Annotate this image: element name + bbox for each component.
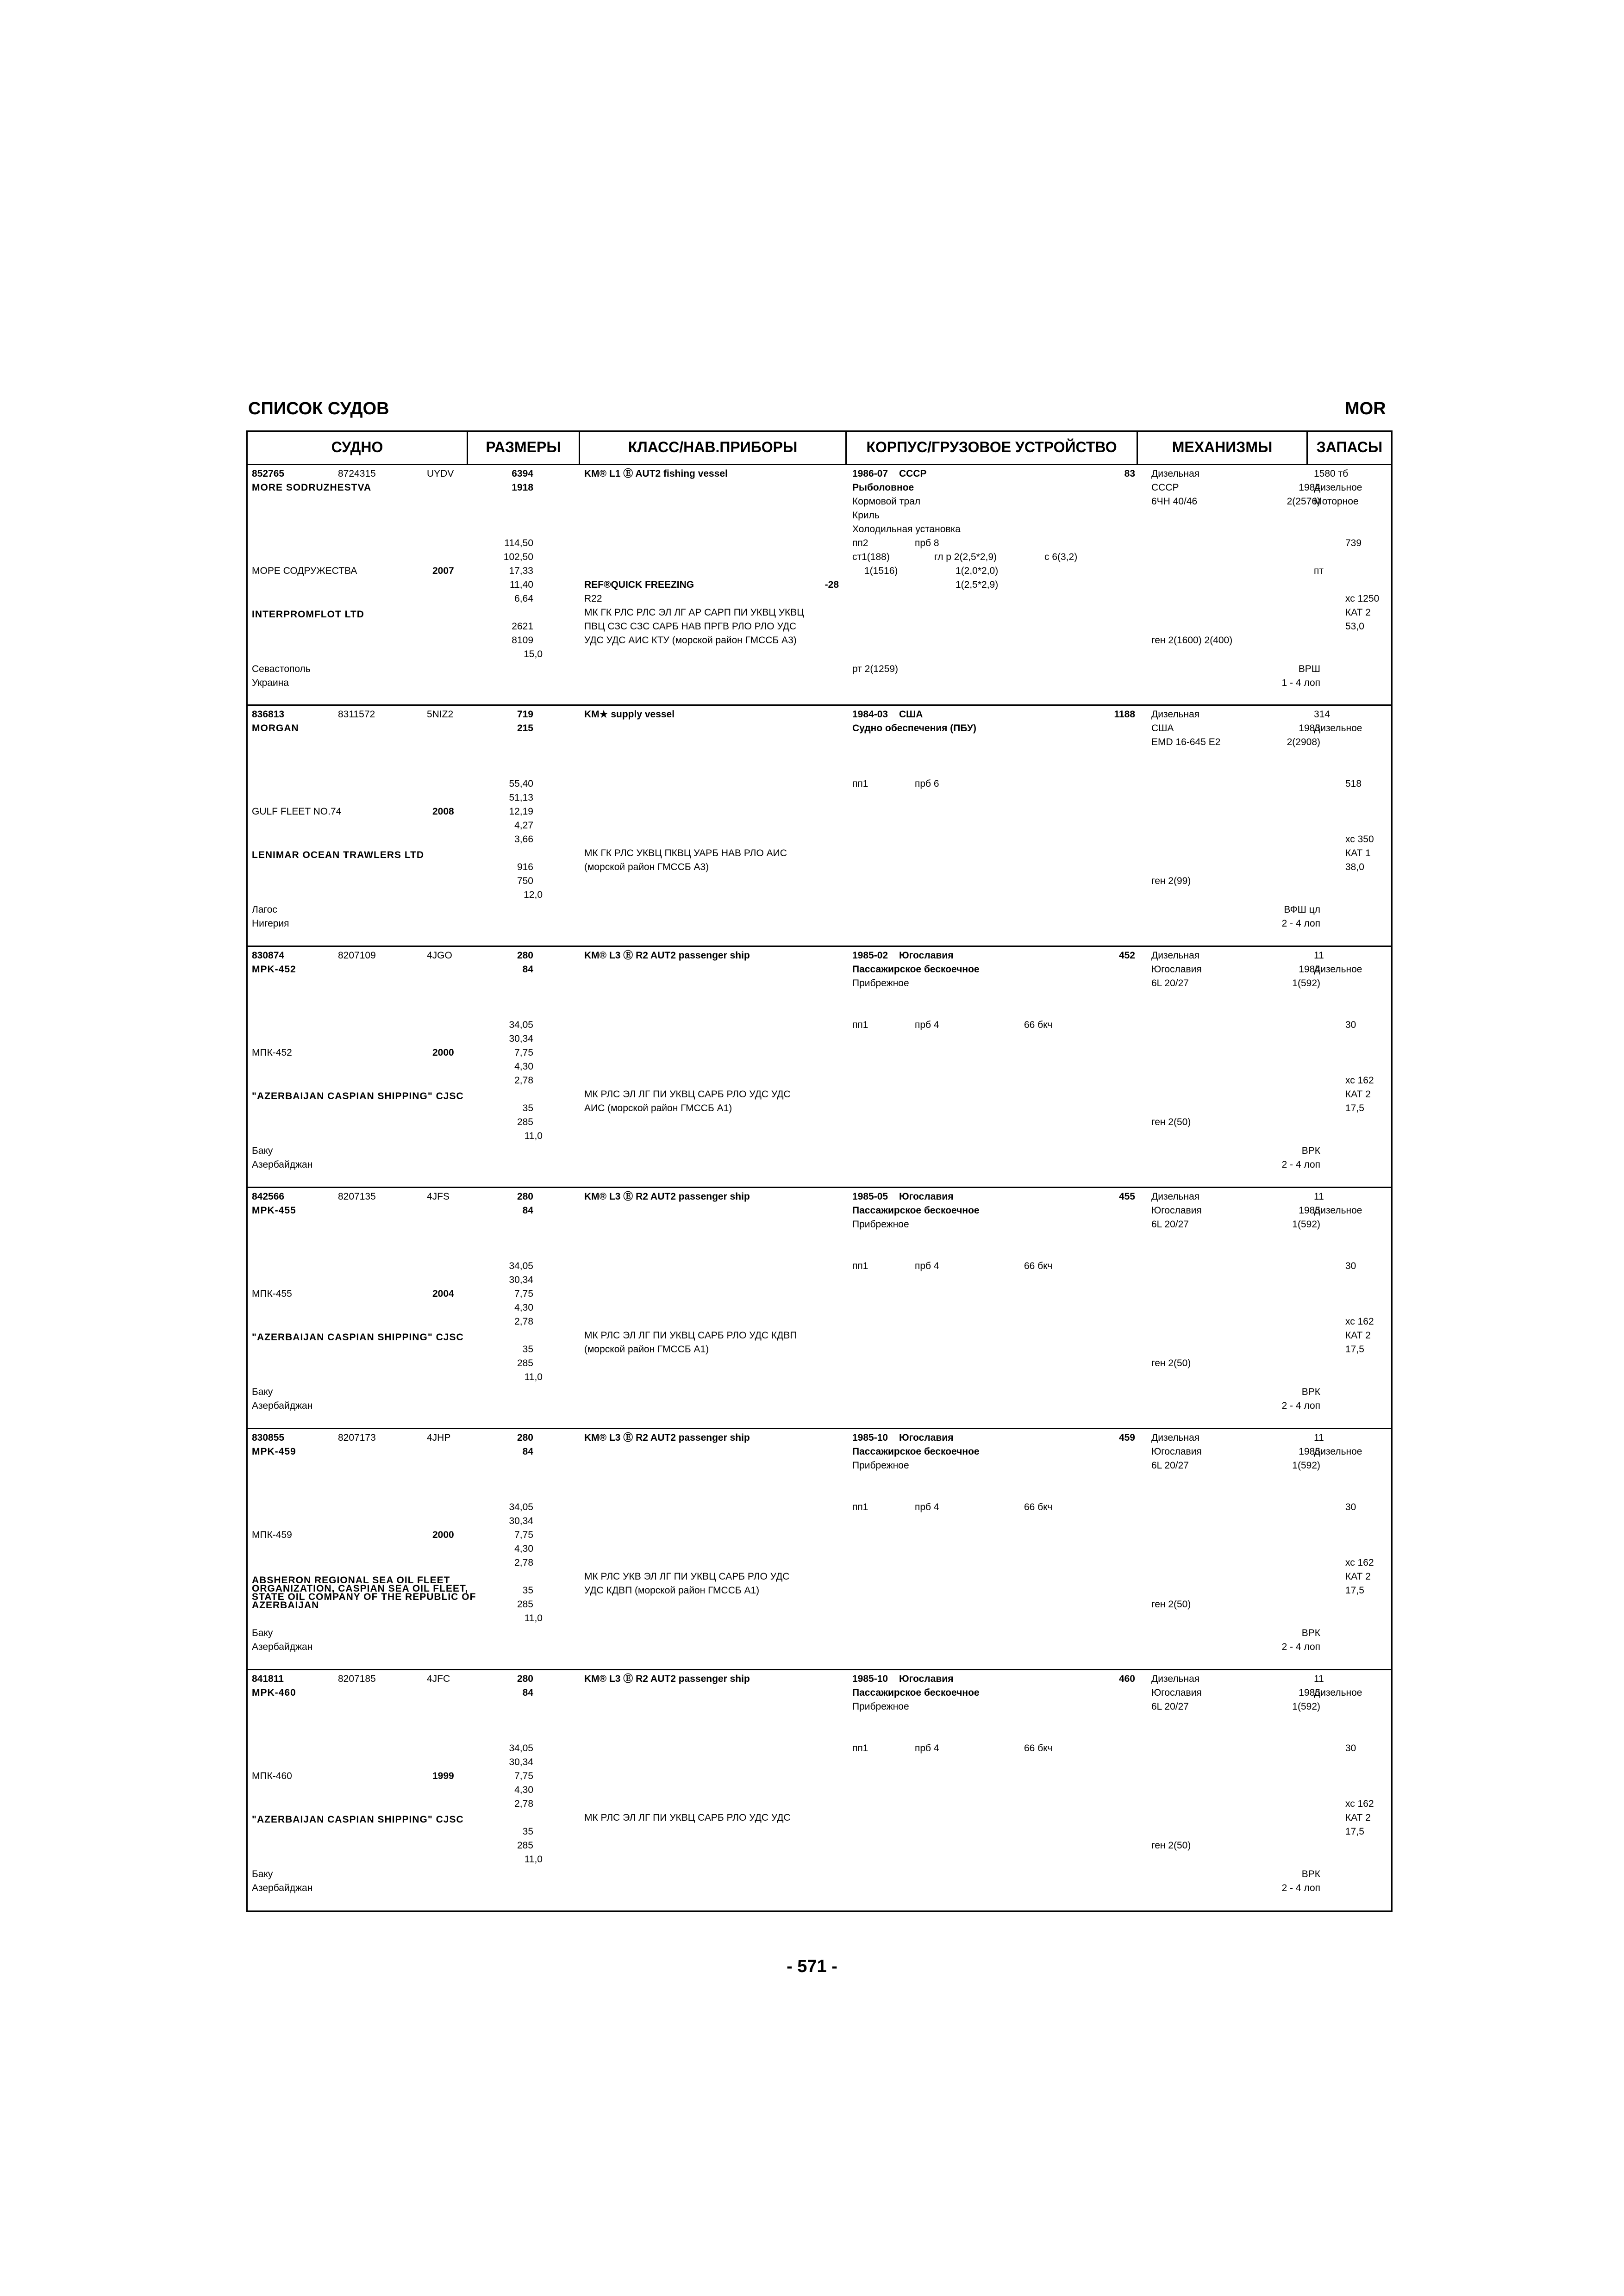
engine-power: 1(592) [1292, 1460, 1320, 1471]
category: КАТ 1 [1345, 848, 1371, 859]
build-date: 1985-02 [852, 950, 888, 961]
former-name: МПК-460 [252, 1771, 292, 1781]
owner-line: ABSHERON REGIONAL SEA OIL FLEET [252, 1575, 450, 1586]
home-port: Севастополь [252, 664, 311, 674]
call-sign: 4JHP [427, 1432, 451, 1443]
ship-name: MPK-455 [252, 1205, 296, 1216]
engine-country: Югославия [1151, 1446, 1202, 1457]
length-overall: 34,05 [509, 1502, 533, 1512]
former-name: МПК-459 [252, 1530, 292, 1540]
endurance: 17,5 [1345, 1826, 1364, 1837]
supply-note: пт [1314, 566, 1324, 576]
class-notation: KM® L1 Ⓔ AUT2 fishing vessel [584, 468, 728, 479]
draught: 2,78 [514, 1075, 533, 1086]
passenger-capacity: 66 бкч [1024, 1020, 1053, 1030]
propeller-blades: 2 - 4 лоп [1281, 1400, 1320, 1411]
nav-equipment-line: (морской район ГМССБ А1) [584, 1344, 709, 1355]
owner: LENIMAR OCEAN TRAWLERS LTD [252, 850, 425, 860]
registry-number: 842566 [252, 1191, 285, 1202]
category: КАТ 2 [1345, 1330, 1371, 1341]
generators: ген 2(50) [1151, 1358, 1191, 1369]
owner: "AZERBAIJAN CASPIAN SHIPPING" CJSC [252, 1091, 464, 1101]
depth: 4,27 [514, 820, 533, 831]
build-date: 1985-10 [852, 1432, 888, 1443]
registry-number: 830855 [252, 1432, 285, 1443]
engine-power: 1(592) [1292, 1701, 1320, 1712]
generators: ген 2(1600) 2(400) [1151, 635, 1233, 646]
column-header-supplies: ЗАПАСЫ [1316, 438, 1383, 455]
engine-country: Югославия [1151, 964, 1202, 975]
owner-line: ORGANIZATION, CASPIAN SEA OIL FLEET, [252, 1583, 468, 1594]
build-date: 1984-03 [852, 709, 888, 720]
former-name-year: 2007 [432, 566, 454, 576]
displacement: 8109 [512, 635, 533, 646]
navigation-area: Прибрежное [852, 1701, 909, 1712]
engine-model: EMD 16-645 E2 [1151, 737, 1221, 747]
engine-year: 1983 [1299, 723, 1320, 734]
nav-equipment-line: МК РЛС УКВ ЭЛ ЛГ ПИ УКВЦ САРБ РЛО УДС [584, 1571, 790, 1582]
depth: 4,30 [514, 1543, 533, 1554]
former-name: МПК-455 [252, 1288, 292, 1299]
refrigerated-capacity: хс 350 [1345, 834, 1374, 845]
deadweight: 2621 [512, 621, 533, 632]
owner: "AZERBAIJAN CASPIAN SHIPPING" CJSC [252, 1332, 464, 1343]
length-pp: 30,34 [509, 1516, 533, 1526]
gross-tonnage: 280 [517, 1432, 533, 1443]
fresh-water: 30 [1345, 1261, 1356, 1271]
deadweight: 916 [517, 862, 533, 872]
engine-type: Дизельная [1151, 1191, 1200, 1202]
speed: 15,0 [524, 649, 543, 660]
decks: пп1 [852, 1502, 868, 1512]
ship-entry [246, 1429, 1392, 1670]
generators: ген 2(50) [1151, 1117, 1191, 1127]
draught: 6,64 [514, 593, 533, 604]
holds: ст1(188) [852, 552, 890, 562]
endurance: 17,5 [1345, 1344, 1364, 1355]
navigation-area: Прибрежное [852, 978, 909, 989]
bulkheads: прб 4 [915, 1261, 939, 1271]
engine-model: 6L 20/27 [1151, 1701, 1189, 1712]
breadth: 17,33 [509, 566, 533, 576]
bulkheads: прб 4 [915, 1502, 939, 1512]
generators: ген 2(50) [1151, 1599, 1191, 1610]
column-header-vessel: СУДНО [331, 438, 383, 455]
call-sign: 4JGO [427, 950, 452, 961]
length-overall: 55,40 [509, 778, 533, 789]
gross-tonnage: 719 [517, 709, 533, 720]
endurance: 17,5 [1345, 1585, 1364, 1596]
former-name-year: 2000 [432, 1530, 454, 1540]
ship-name: MORGAN [252, 723, 299, 734]
class-notation: KM★ supply vessel [584, 709, 675, 720]
engine-type: Дизельная [1151, 468, 1200, 479]
engine-type: Дизельная [1151, 1674, 1200, 1684]
refrigerated-capacity: хс 1250 [1345, 593, 1380, 604]
flag-country: Азербайджан [252, 1400, 313, 1411]
engine-country: Югославия [1151, 1687, 1202, 1698]
length-pp: 102,50 [503, 552, 533, 562]
ship-type: Пассажирское бескоечное [852, 964, 980, 975]
call-sign: 4JFC [427, 1674, 450, 1684]
net-tonnage: 215 [517, 723, 533, 734]
engine-model: 6L 20/27 [1151, 1219, 1189, 1230]
nav-equipment-line: МК ГК РЛС УКВЦ ПКВЦ УАРБ НАВ РЛО АИС [584, 848, 787, 859]
nav-equipment-line: МК РЛС ЭЛ ЛГ ПИ УКВЦ САРБ РЛО УДС УДС [584, 1089, 791, 1100]
endurance: 53,0 [1345, 621, 1364, 632]
gross-tonnage: 280 [517, 1191, 533, 1202]
registry-number: 836813 [252, 709, 285, 720]
nav-equipment-line: МК РЛС ЭЛ ЛГ ПИ УКВЦ САРБ РЛО УДС КДВП [584, 1330, 797, 1341]
passenger-capacity: 66 бкч [1024, 1261, 1053, 1271]
registry-number: 830874 [252, 950, 285, 961]
fresh-water: 518 [1345, 778, 1362, 789]
nav-equipment-line: УДС КДВП (морской район ГМССБ А1) [584, 1585, 760, 1596]
build-country: СССР [899, 468, 927, 479]
displacement: 285 [517, 1117, 533, 1127]
hull-detail: Холодильная установка [852, 524, 961, 535]
passenger-capacity: 66 бкч [1024, 1743, 1053, 1754]
home-port: Баку [252, 1628, 273, 1638]
engine-type: Дизельная [1151, 709, 1200, 720]
call-sign: 5NIZ2 [427, 709, 454, 720]
engine-type: Дизельная [1151, 950, 1200, 961]
class-notation: KM® L3 Ⓔ R2 AUT2 passenger ship [584, 1674, 750, 1684]
engine-power: 2(2576) [1287, 496, 1320, 507]
decks: пп2 [852, 538, 868, 548]
fuel-capacity: 11 [1314, 1191, 1324, 1202]
build-date: 1985-10 [852, 1674, 888, 1684]
category: КАТ 2 [1345, 1571, 1371, 1582]
owner: "AZERBAIJAN CASPIAN SHIPPING" CJSC [252, 1814, 464, 1825]
ship-entry [246, 1188, 1392, 1429]
decks: пп1 [852, 1261, 868, 1271]
flag-country: Украина [252, 678, 289, 688]
nav-equipment-line: МК ГК РЛС РЛС ЭЛ ЛГ АР САРП ПИ УКВЦ УКВЦ [584, 607, 804, 618]
ship-name: MPK-452 [252, 964, 296, 975]
ship-name: MPK-460 [252, 1687, 296, 1698]
engine-type: Дизельная [1151, 1432, 1200, 1443]
displacement: 285 [517, 1840, 533, 1851]
generators: ген 2(50) [1151, 1840, 1191, 1851]
length-overall: 34,05 [509, 1020, 533, 1030]
imo-number: 8207173 [338, 1432, 376, 1443]
former-name: GULF FLEET NO.74 [252, 806, 342, 817]
propeller-blades: 2 - 4 лоп [1281, 918, 1320, 929]
length-pp: 51,13 [509, 792, 533, 803]
ship-type: Рыболовное [852, 482, 914, 493]
engine-model: 6L 20/27 [1151, 978, 1189, 989]
column-header-hull: КОРПУС/ГРУЗОВОЕ УСТРОЙСТВО [866, 438, 1117, 455]
fresh-water: 30 [1345, 1020, 1356, 1030]
former-name-year: 2000 [432, 1047, 454, 1058]
fuel-type: Дизельное [1314, 723, 1362, 734]
fuel-type: Дизельное [1314, 964, 1362, 975]
refrigerated-capacity: хс 162 [1345, 1316, 1374, 1327]
holds-volume: 1(1516) [864, 566, 898, 576]
refrigerated-capacity: хс 162 [1345, 1557, 1374, 1568]
displacement: 750 [517, 876, 533, 886]
flag-country: Азербайджан [252, 1159, 313, 1170]
propeller-type: ВФШ цл [1284, 904, 1320, 915]
engine-power: 1(592) [1292, 1219, 1320, 1230]
deadweight: 35 [522, 1585, 533, 1596]
deadweight: 35 [522, 1344, 533, 1355]
speed: 11,0 [524, 1854, 543, 1865]
breadth: 12,19 [509, 806, 533, 817]
decks: пп1 [852, 778, 868, 789]
imo-number: 8207135 [338, 1191, 376, 1202]
registry-number: 841811 [252, 1674, 284, 1684]
build-country: США [899, 709, 923, 720]
column-header-machinery: МЕХАНИЗМЫ [1172, 438, 1273, 455]
build-date: 1986-07 [852, 468, 888, 479]
build-country: Югославия [899, 1674, 954, 1684]
refrigeration-class: REF®QUICK FREEZING [584, 579, 694, 590]
propeller-type: ВРШ [1298, 664, 1320, 674]
gross-tonnage: 280 [517, 1674, 533, 1684]
deadweight: 35 [522, 1103, 533, 1114]
refrigerated-capacity: хс 162 [1345, 1798, 1374, 1809]
engine-year: 1984 [1299, 964, 1320, 975]
page-range-label: MOR [1345, 399, 1386, 418]
ship-type: Пассажирское бескоечное [852, 1446, 980, 1457]
refrigeration-temperature: -28 [824, 579, 839, 590]
refrigerant: R22 [584, 593, 602, 604]
engine-year: 1984 [1299, 482, 1320, 493]
engine-country: США [1151, 723, 1174, 734]
former-name-year: 2004 [432, 1288, 454, 1299]
column-header-class: КЛАСС/НАВ.ПРИБОРЫ [628, 438, 798, 455]
home-port: Баку [252, 1869, 273, 1879]
propeller-blades: 1 - 4 лоп [1281, 678, 1320, 688]
fuel-capacity: 11 [1314, 950, 1324, 961]
net-tonnage: 84 [522, 1687, 533, 1698]
endurance: 38,0 [1345, 862, 1364, 872]
class-notation: KM® L3 Ⓔ R2 AUT2 passenger ship [584, 1432, 750, 1443]
hull-detail: Кормовой трал [852, 496, 921, 507]
ship-entry [246, 1670, 1392, 1911]
speed: 11,0 [524, 1372, 543, 1382]
depth: 4,30 [514, 1302, 533, 1313]
engine-year: 1985 [1299, 1446, 1320, 1457]
category: КАТ 2 [1345, 1812, 1371, 1823]
propeller-type: ВРК [1301, 1387, 1320, 1397]
engine-model: 6ЧН 40/46 [1151, 496, 1198, 507]
breadth: 7,75 [514, 1047, 533, 1058]
propeller-blades: 2 - 4 лоп [1281, 1159, 1320, 1170]
engine-country: СССР [1151, 482, 1179, 493]
propeller-type: ВРК [1301, 1869, 1320, 1879]
bulkheads: прб 8 [915, 538, 939, 548]
yard-number: 455 [1118, 1191, 1135, 1202]
nav-equipment-line: ПВЦ СЗС СЗС САРБ НАВ ПРГВ РЛО РЛО УДС [584, 621, 797, 632]
propeller-blades: 2 - 4 лоп [1281, 1642, 1320, 1652]
former-name: МОРЕ СОДРУЖЕСТВА [252, 566, 357, 576]
yard-number: 459 [1118, 1432, 1135, 1443]
call-sign: UYDV [427, 468, 454, 479]
home-port: Лагос [252, 904, 277, 915]
ship-entry [246, 465, 1392, 706]
ship-type: Судно обеспечения (ПБУ) [852, 723, 976, 734]
passenger-capacity: 66 бкч [1024, 1502, 1053, 1512]
breadth: 7,75 [514, 1288, 533, 1299]
hatches: гл р 2(2,5*2,9) [934, 552, 997, 562]
fuel-capacity: 1580 тб [1314, 468, 1349, 479]
depth: 4,30 [514, 1785, 533, 1795]
engine-year: 1985 [1299, 1687, 1320, 1698]
hatches: 1(2,0*2,0) [956, 566, 999, 576]
yard-number: 460 [1118, 1674, 1135, 1684]
navigation-area: Прибрежное [852, 1460, 909, 1471]
refrigerated-capacity: хс 162 [1345, 1075, 1374, 1086]
nav-equipment-line: АИС (морской район ГМССБ А1) [584, 1103, 732, 1114]
former-name-year: 1999 [432, 1771, 454, 1781]
speed: 11,0 [524, 1131, 543, 1141]
build-date: 1985-05 [852, 1191, 888, 1202]
owner-line: STATE OIL COMPANY OF THE REPUBLIC OF [252, 1592, 476, 1602]
nav-equipment-line: МК РЛС ЭЛ ЛГ ПИ УКВЦ САРБ РЛО УДС УДС [584, 1812, 791, 1823]
flag-country: Азербайджан [252, 1642, 313, 1652]
cranes: с 6(3,2) [1044, 552, 1078, 562]
home-port: Баку [252, 1387, 273, 1397]
length-overall: 34,05 [509, 1743, 533, 1754]
bulkheads: прб 4 [915, 1743, 939, 1754]
generators: ген 2(99) [1151, 876, 1191, 886]
breadth: 7,75 [514, 1530, 533, 1540]
speed: 11,0 [524, 1613, 543, 1624]
owner: INTERPROMFLOT LTD [252, 609, 364, 620]
fish-holds: рт 2(1259) [852, 664, 899, 674]
category: КАТ 2 [1345, 1089, 1371, 1100]
imo-number: 8207185 [338, 1674, 376, 1684]
category: КАТ 2 [1345, 607, 1371, 618]
call-sign: 4JFS [427, 1191, 450, 1202]
fresh-water: 739 [1345, 538, 1362, 548]
nav-equipment-line: (морской район ГМССБ А3) [584, 862, 709, 872]
build-country: Югославия [899, 950, 954, 961]
net-tonnage: 84 [522, 1446, 533, 1457]
net-tonnage: 84 [522, 964, 533, 975]
engine-country: Югославия [1151, 1205, 1202, 1216]
engine-power: 1(592) [1292, 978, 1320, 989]
hull-detail: Криль [852, 510, 880, 521]
displacement: 285 [517, 1358, 533, 1369]
speed: 12,0 [524, 890, 543, 900]
draught: 2,78 [514, 1557, 533, 1568]
yard-number: 83 [1124, 468, 1135, 479]
net-tonnage: 84 [522, 1205, 533, 1216]
length-overall: 34,05 [509, 1261, 533, 1271]
length-overall: 114,50 [504, 538, 533, 548]
length-pp: 30,34 [509, 1033, 533, 1044]
ship-type: Пассажирское бескоечное [852, 1687, 980, 1698]
yard-number: 452 [1118, 950, 1135, 961]
length-pp: 30,34 [509, 1757, 533, 1767]
ship-entry [246, 947, 1392, 1188]
imo-number: 8311572 [338, 709, 375, 720]
imo-number: 8724315 [338, 468, 376, 479]
page-title: СПИСОК СУДОВ [248, 399, 389, 418]
length-pp: 30,34 [509, 1275, 533, 1285]
decks: пп1 [852, 1743, 868, 1754]
decks: пп1 [852, 1020, 868, 1030]
fuel-capacity: 11 [1314, 1674, 1324, 1684]
imo-number: 8207109 [338, 950, 376, 961]
class-notation: KM® L3 Ⓔ R2 AUT2 passenger ship [584, 950, 750, 961]
ship-name: MPK-459 [252, 1446, 296, 1457]
draught: 3,66 [514, 834, 533, 845]
draught: 2,78 [514, 1798, 533, 1809]
owner-line: AZERBAIJAN [252, 1600, 319, 1611]
gross-tonnage: 280 [517, 950, 533, 961]
fuel-type: Дизельное [1314, 1446, 1362, 1457]
breadth: 7,75 [514, 1771, 533, 1781]
ship-type: Пассажирское бескоечное [852, 1205, 980, 1216]
fresh-water: 30 [1345, 1502, 1356, 1512]
gross-tonnage: 6394 [512, 468, 533, 479]
fresh-water: 30 [1345, 1743, 1356, 1754]
fuel-type: Дизельное [1314, 482, 1362, 493]
fuel-type: Дизельное [1314, 1205, 1362, 1216]
flag-country: Нигерия [252, 918, 289, 929]
depth: 11,40 [510, 579, 533, 590]
fuel-type: Дизельное [1314, 1687, 1362, 1698]
propeller-blades: 2 - 4 лоп [1281, 1883, 1320, 1893]
former-name-year: 2008 [432, 806, 454, 817]
bulkheads: прб 6 [915, 778, 939, 789]
build-country: Югославия [899, 1191, 954, 1202]
hatches: 1(2,5*2,9) [956, 579, 999, 590]
deadweight: 35 [522, 1826, 533, 1837]
yard-number: 1188 [1114, 709, 1135, 720]
ship-entry [246, 706, 1392, 946]
engine-model: 6L 20/27 [1151, 1460, 1189, 1471]
oil-type: Моторное [1314, 496, 1359, 507]
page-number: - 571 - [787, 1957, 837, 1976]
class-notation: KM® L3 Ⓔ R2 AUT2 passenger ship [584, 1191, 750, 1202]
home-port: Баку [252, 1145, 273, 1156]
ship-name: MORE SODRUZHESTVA [252, 482, 372, 493]
engine-power: 2(2908) [1287, 737, 1320, 747]
engine-year: 1985 [1299, 1205, 1320, 1216]
build-country: Югославия [899, 1432, 954, 1443]
fuel-capacity: 314 [1314, 709, 1330, 720]
net-tonnage: 1918 [512, 482, 533, 493]
former-name: МПК-452 [252, 1047, 292, 1058]
displacement: 285 [517, 1599, 533, 1610]
nav-equipment-line: УДС УДС АИС КТУ (морской район ГМССБ А3) [584, 635, 797, 646]
endurance: 17,5 [1345, 1103, 1364, 1114]
navigation-area: Прибрежное [852, 1219, 909, 1230]
column-header-dimensions: РАЗМЕРЫ [486, 438, 561, 455]
registry-number: 852765 [252, 468, 285, 479]
draught: 2,78 [514, 1316, 533, 1327]
bulkheads: прб 4 [915, 1020, 939, 1030]
propeller-type: ВРК [1301, 1628, 1320, 1638]
flag-country: Азербайджан [252, 1883, 313, 1893]
propeller-type: ВРК [1301, 1145, 1320, 1156]
fuel-capacity: 11 [1314, 1432, 1324, 1443]
depth: 4,30 [514, 1061, 533, 1072]
